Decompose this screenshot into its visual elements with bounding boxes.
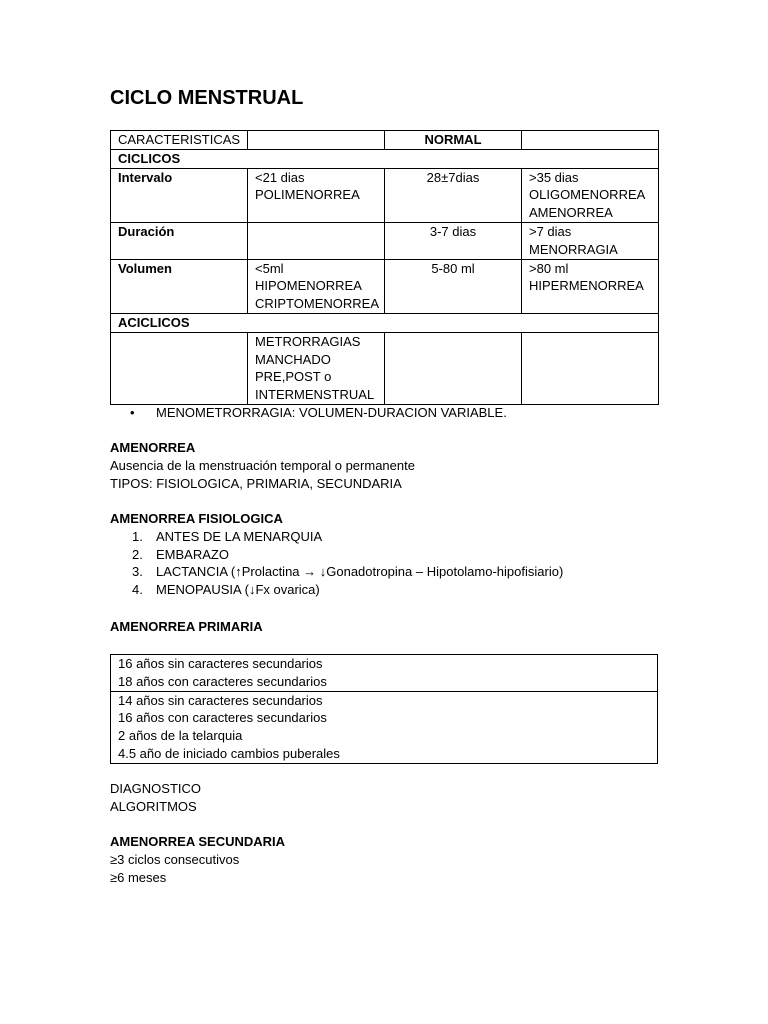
- cell-line: <21 dias: [255, 169, 305, 185]
- normal-cell: 3-7 dias: [385, 222, 522, 259]
- normal-cell: 28±7dias: [385, 168, 522, 222]
- high-cell: [522, 259, 659, 313]
- section-heading: AMENORREA: [110, 440, 196, 455]
- cell-line: METRORRAGIAS: [255, 333, 361, 349]
- tipos-text: TIPOS: FISIOLOGICA, PRIMARIA, SECUNDARIA: [110, 475, 402, 491]
- list-item-text: MENOPAUSIA (↓Fx ovarica): [156, 582, 320, 598]
- section-heading: AMENORREA PRIMARIA: [110, 619, 263, 634]
- section-heading: AMENORREA SECUNDARIA: [110, 834, 286, 849]
- header-cell: CARACTERISTICAS: [111, 131, 248, 150]
- list-item-text: LACTANCIA (↑Prolactina → ↓Gonadotropina – Hipotolamo-hipofisiario): [156, 564, 564, 580]
- cell-line: >80 ml: [529, 260, 569, 276]
- criteria-line: 4.5 año de iniciado cambios puberales: [118, 745, 340, 761]
- criteria-line: 18 años con caracteres secundarios: [118, 673, 327, 689]
- empty-cell: [111, 332, 248, 404]
- aciclicos-cell: [248, 332, 385, 404]
- list-number: 3.: [132, 564, 143, 580]
- high-cell: [522, 222, 659, 259]
- table-row: [111, 259, 659, 313]
- list-number: 1.: [132, 528, 143, 544]
- amenorrea-section: [110, 439, 658, 492]
- low-cell: [248, 259, 385, 313]
- table-header-row: [111, 131, 659, 150]
- row-label: Volumen: [111, 259, 248, 313]
- list-item: [110, 546, 658, 564]
- bullet-text: MENOMETRORRAGIA: VOLUMEN-DURACION VARIABLE.: [156, 405, 507, 420]
- cell-line: MANCHADO: [255, 351, 331, 367]
- diagnostico-text: DIAGNOSTICO: [110, 781, 202, 796]
- section-row-aciclicos: [111, 313, 659, 332]
- header-cell: [248, 131, 385, 150]
- criteria-line: 14 años sin caracteres secundarios: [118, 692, 323, 708]
- high-cell: [522, 168, 659, 222]
- list-item: [110, 563, 658, 581]
- primaria-heading-block: [110, 618, 658, 636]
- list-item-text: ANTES DE LA MENARQUIA: [156, 528, 323, 544]
- table-row: [111, 332, 659, 404]
- secundaria-section: [110, 833, 658, 886]
- criteria-group: [111, 691, 657, 763]
- list-number: 2.: [132, 546, 143, 562]
- header-cell: [522, 131, 659, 150]
- diagnostico-section: [110, 780, 658, 816]
- criteria-line: 16 años con caracteres secundarios: [118, 710, 327, 726]
- list-item: [110, 581, 658, 599]
- cell-line: MENORRAGIA: [529, 241, 618, 257]
- normal-cell: 5-80 ml: [385, 259, 522, 313]
- bullet-item: [130, 404, 507, 422]
- low-cell: [248, 168, 385, 222]
- document-title: CICLO MENSTRUAL: [110, 87, 304, 109]
- section-heading: AMENORREA FISIOLOGICA: [110, 511, 283, 526]
- criteria-line: 2 años de la telarquia: [118, 728, 243, 744]
- criteria-line: 16 años sin caracteres secundarios: [118, 656, 323, 671]
- section-label-aciclicos: ACICLICOS: [111, 313, 659, 332]
- cell-line: CRIPTOMENORREA: [255, 296, 379, 312]
- list-number: 4.: [132, 582, 143, 598]
- list-item: [110, 528, 658, 546]
- cell-line: HIPOMENORREA: [255, 278, 362, 294]
- empty-cell: [385, 332, 522, 404]
- secundaria-line: ≥3 ciclos consecutivos: [110, 851, 240, 867]
- definition-text: Ausencia de la menstruación temporal o permanente: [110, 457, 415, 473]
- list-item-text: EMBARAZO: [156, 546, 229, 562]
- row-label: Duración: [111, 222, 248, 259]
- cell-line: <5ml: [255, 260, 284, 276]
- section-row-ciclicos: [111, 149, 659, 168]
- cell-line: AMENORREA: [529, 205, 613, 221]
- low-cell: [248, 222, 385, 259]
- header-cell-normal: NORMAL: [385, 131, 522, 150]
- cell-line: POLIMENORREA: [255, 187, 360, 203]
- row-label: Intervalo: [111, 168, 248, 222]
- section-label-ciclicos: CICLICOS: [111, 149, 659, 168]
- secundaria-line: ≥6 meses: [110, 869, 167, 885]
- criteria-group: [111, 655, 657, 691]
- table-row: [111, 168, 659, 222]
- numbered-list: [110, 528, 658, 599]
- cell-line: OLIGOMENORREA: [529, 187, 646, 203]
- cell-line: >7 dias: [529, 223, 572, 239]
- primaria-criteria-box: [110, 654, 658, 764]
- table-row: [111, 222, 659, 259]
- cell-line: PRE,POST o: [255, 369, 332, 385]
- cell-line: >35 dias: [529, 169, 579, 185]
- empty-cell: [522, 332, 659, 404]
- cell-line: INTERMENSTRUAL: [255, 387, 375, 403]
- bullet-icon: •: [130, 405, 135, 420]
- algoritmos-text: ALGORITMOS: [110, 798, 197, 814]
- cycle-characteristics-table: [110, 130, 659, 405]
- cell-line: HIPERMENORREA: [529, 278, 644, 294]
- fisiologica-section: [110, 510, 658, 599]
